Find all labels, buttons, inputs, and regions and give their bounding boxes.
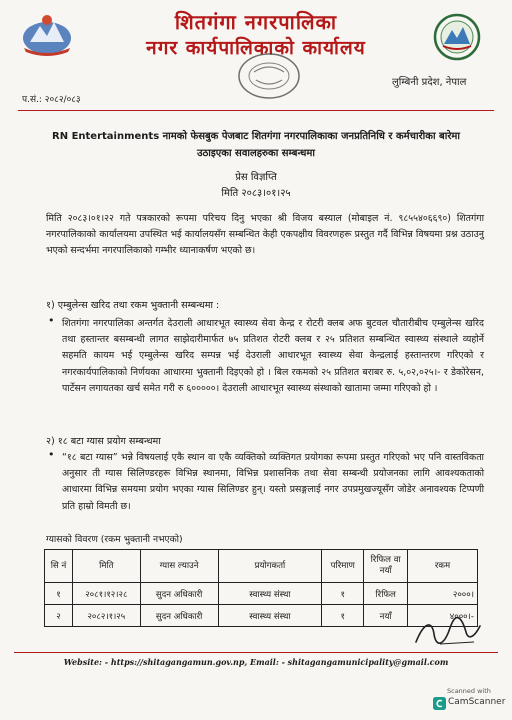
- section-heading-gas: २) १८ बटा ग्यास प्रयोग सम्बन्धमा: [46, 436, 161, 447]
- column-header: मिति: [72, 550, 140, 583]
- bullet-icon: •: [48, 448, 55, 461]
- scanner-caption: Scanned with: [447, 687, 491, 695]
- table-cell: नयाँ: [364, 605, 408, 627]
- province-label: लुम्बिनी प्रदेश, नेपाल: [392, 77, 467, 88]
- municipality-name: शितगंगा नगरपालिका: [174, 10, 338, 34]
- camscanner-logo-icon: [433, 697, 446, 710]
- column-header: परिमाण: [322, 550, 364, 583]
- table-cell: २: [45, 605, 73, 627]
- footer-contact: Website: - https://shitagangamun.gov.np, Email: - shitagangamunicipality@gmail.com: [63, 657, 449, 667]
- scanner-app-name: CamScanner: [448, 697, 506, 707]
- intro-paragraph: मिति २०८३।०१।२२ गते पत्रकारको रूपमा परिचय दिनु भएका श्री विजय बस्याल (मोबाइल नं. ९८५५४०६६९०) शितगंगा नगरपालिकाको कार्यालयमा उपस्थित भई कार्यालयसँग सम्बन्धित केही एकपक्षीय विवरणहरू प्रस्तुत गर्दै विभिन्न विषयमा प्रश्न उठाउनु भएको सन्दर्भमा नगरपालिकाको गम्भीर ध्यानाकर्षण भएको छ।: [46, 213, 484, 256]
- column-header: रिफिल वा नयाँ: [364, 550, 408, 583]
- table-cell: १: [45, 583, 73, 605]
- reference-number: प.सं.: २०८२/०८३: [22, 95, 81, 105]
- table-cell: रिफिल: [364, 583, 408, 605]
- table-row: [45, 583, 478, 605]
- header-divider: [18, 110, 494, 111]
- office-name: नगर कार्यपालिकाको कार्यालय: [146, 37, 366, 59]
- table-cell: सुदन अधिकारी: [140, 583, 218, 605]
- column-header: ग्यास ल्याउने: [140, 550, 218, 583]
- office-stamp-icon: [232, 50, 306, 102]
- table-cell: ४०००।-: [408, 605, 478, 627]
- table-cell: स्वास्थ्य संस्था: [218, 583, 322, 605]
- section-heading-ambulance: १) एम्बुलेन्स खरिद तथा रकम भुक्तानी सम्बन्धमा :: [46, 300, 220, 311]
- notice-date: मिति २०८३।०१।२५: [221, 188, 291, 199]
- subject-line: RN Entertainments नामको फेसबुक पेजबाट शितगंगा नगरपालिकाका जनप्रतिनिधि र कर्मचारीका बारेमा उठाइएका सवालहरुका सम्बन्धमा: [52, 131, 460, 159]
- municipality-logo-icon: [430, 12, 484, 62]
- table-cell: २०००।: [408, 583, 478, 605]
- table-cell: स्वास्थ्य संस्था: [218, 605, 322, 627]
- table-caption: ग्यासको विवरण (रकम भुक्तानी नभएको): [46, 534, 183, 545]
- column-header: रकम: [408, 550, 478, 583]
- table-cell: १: [322, 605, 364, 627]
- footer-divider: [14, 652, 498, 653]
- column-header: प्रयोगकर्ता: [218, 550, 322, 583]
- table-cell: २०८१।१२।२८: [72, 583, 140, 605]
- table-header-row: [45, 550, 478, 583]
- section-body-gas: “१८ बटा ग्यास” भन्ने विषयलाई एकै स्थान वा एकै व्यक्तिको व्यक्तिगत प्रयोगका रूपमा प्रस्तुत गरिएको भए पनि वास्तविकता अनुसार ती ग्यास सिलिण्डरहरू विभिन्न स्थानमा, विभिन्न प्रशासनिक तथा सेवा सम्बन्धी प्रयोजनका लागि आवश्यकताको आधारमा विभिन्न समयमा प्रयोग भएका ग्यास सिलिण्डर हुन्। यस्तो प्रसङ्गलाई नगर उपप्रमुखज्यूसँग जोडेर अनावश्यक टिप्पणी प्रति हाम्रो विमती छ।: [62, 452, 484, 512]
- section-body-ambulance: शितगंगा नगरपालिका अन्तर्गत देउराली आधारभूत स्वास्थ्य सेवा केन्द्र र रोटरी क्लब अफ बुटवल चौतारीबीच एम्बुलेन्स खरिद तथा हस्तान्तर बसम्बन्धी लागत साझेदारीमार्फत ७५ प्रतिशत रोटरी क्लब र २५ प्रतिशत सम्बन्धित स्वास्थ्य संस्थाले व्यहोर्ने सहमति कायम भई एम्बुलेन्स खरिद सम्पन्न भई देउराली आधारभूत स्वास्थ्य सेवा केन्द्रलाई हस्तान्तरण गरिएको र नगरकार्यपालिकाको निर्णयका आधारमा भुक्तानी दिइएको हो । बिल रकमको २५ प्रतिशत बराबर रु. ५,०२,०२५।- र डेकोरेसन, पार्टेसन लगायतका खर्च समेत गरी रु ६०००००। देउराली आधारभूत स्वास्थ्य संस्थाको खातामा जम्मा गरिएको हो ।: [62, 318, 484, 394]
- column-header: सि नं: [45, 550, 73, 583]
- table-cell: सुदन अधिकारी: [140, 605, 218, 627]
- table-cell: १: [322, 583, 364, 605]
- table-cell: २०८२।१।२५: [72, 605, 140, 627]
- signature-icon: [410, 612, 486, 652]
- notice-title: प्रेस विज्ञप्ति: [235, 172, 277, 183]
- bullet-icon: •: [48, 314, 55, 327]
